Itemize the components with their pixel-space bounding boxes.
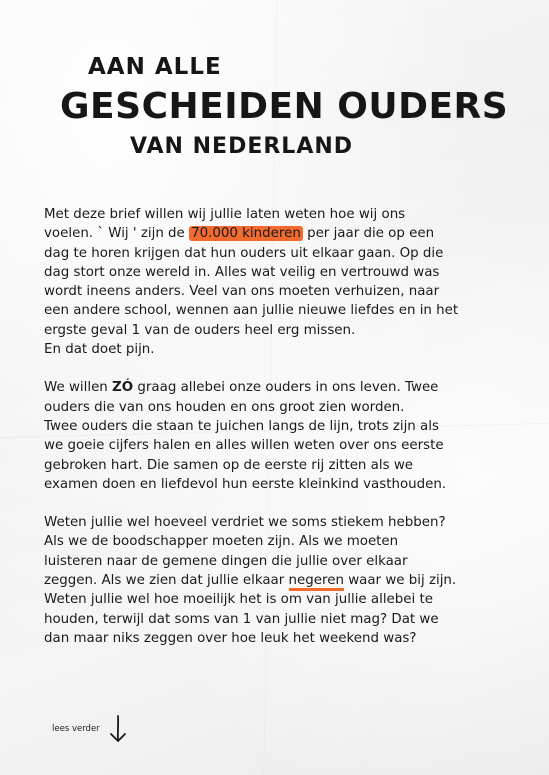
text-line: houden, terwijl dat soms van 1 van jullie niet mag? Dat we [44, 611, 439, 627]
paragraph-2 [44, 378, 524, 494]
text-line: we goeie cijfers halen en alles willen weten over ons eerste [44, 438, 444, 454]
read-more-link[interactable] [52, 714, 128, 744]
text-fragment: graag allebei onze ouders in ons leven. Twee [133, 380, 439, 396]
text-line: dag stort onze wereld in. Alles wat veilig en vertrouwd was [44, 264, 440, 280]
text-fragment: We willen [44, 380, 113, 396]
text-fragment: voelen. ` Wij ' zijn de [44, 226, 190, 242]
underlined-word: negeren [289, 573, 344, 591]
letter-body [44, 205, 524, 667]
text-line: Twee ouders die staan te juichen langs de lijn, trots zijn als [44, 418, 439, 434]
text-line: dan maar niks zeggen over hoe leuk het weekend was? [44, 630, 417, 646]
text-line: gebroken hart. Die samen op de eerste rij zitten als we [44, 457, 414, 473]
title-line-2: GESCHEIDEN OUDERS [60, 86, 509, 127]
highlighted-phrase: 70.000 kinderen [191, 226, 301, 242]
text-line: examen doen en liefdevol hun eerste kleinkind vasthouden. [44, 476, 447, 492]
text-line [44, 224, 524, 243]
emphasized-word: ZÓ [112, 380, 134, 396]
text-line: Weten jullie wel hoe moeilijk het is om van jullie allebei te [44, 592, 434, 608]
text-line: Als we de boodschapper moeten zijn. Als we moeten [44, 534, 399, 550]
text-line: En dat doet pijn. [44, 342, 155, 358]
text-line [44, 378, 524, 397]
text-line: ouders die van ons houden en ons groot zien worden. [44, 399, 405, 415]
read-more-label[interactable]: lees verder [52, 724, 100, 734]
text-line: een andere school, wennen aan jullie nieuwe liefdes en in het [44, 303, 459, 319]
text-line [44, 571, 524, 590]
text-fragment: waar we bij zijn. [343, 573, 457, 589]
text-line: Weten jullie wel hoeveel verdriet we soms stiekem hebben? [44, 515, 446, 531]
arrow-down-icon[interactable] [108, 714, 128, 744]
text-fragment: zeggen. Als we zien dat jullie elkaar [44, 573, 289, 589]
text-line: Met deze brief willen wij jullie laten weten hoe wij ons [44, 207, 406, 222]
paragraph-3 [44, 513, 524, 648]
text-fragment: per jaar die op een [302, 226, 435, 242]
text-line: wordt ineens anders. Veel van ons moeten verhuizen, naar [44, 284, 440, 300]
text-line: ergste geval 1 van de ouders heel erg missen. [44, 322, 356, 338]
text-line: dag te horen krijgen dat hun ouders uit elkaar gaan. Op die [44, 245, 444, 261]
text-line: luisteren naar de gemene dingen die jullie over elkaar [44, 553, 408, 569]
title-line-3: VAN NEDERLAND [130, 134, 354, 159]
paragraph-1 [44, 205, 524, 359]
title-line-1: AAN ALLE [88, 54, 222, 80]
